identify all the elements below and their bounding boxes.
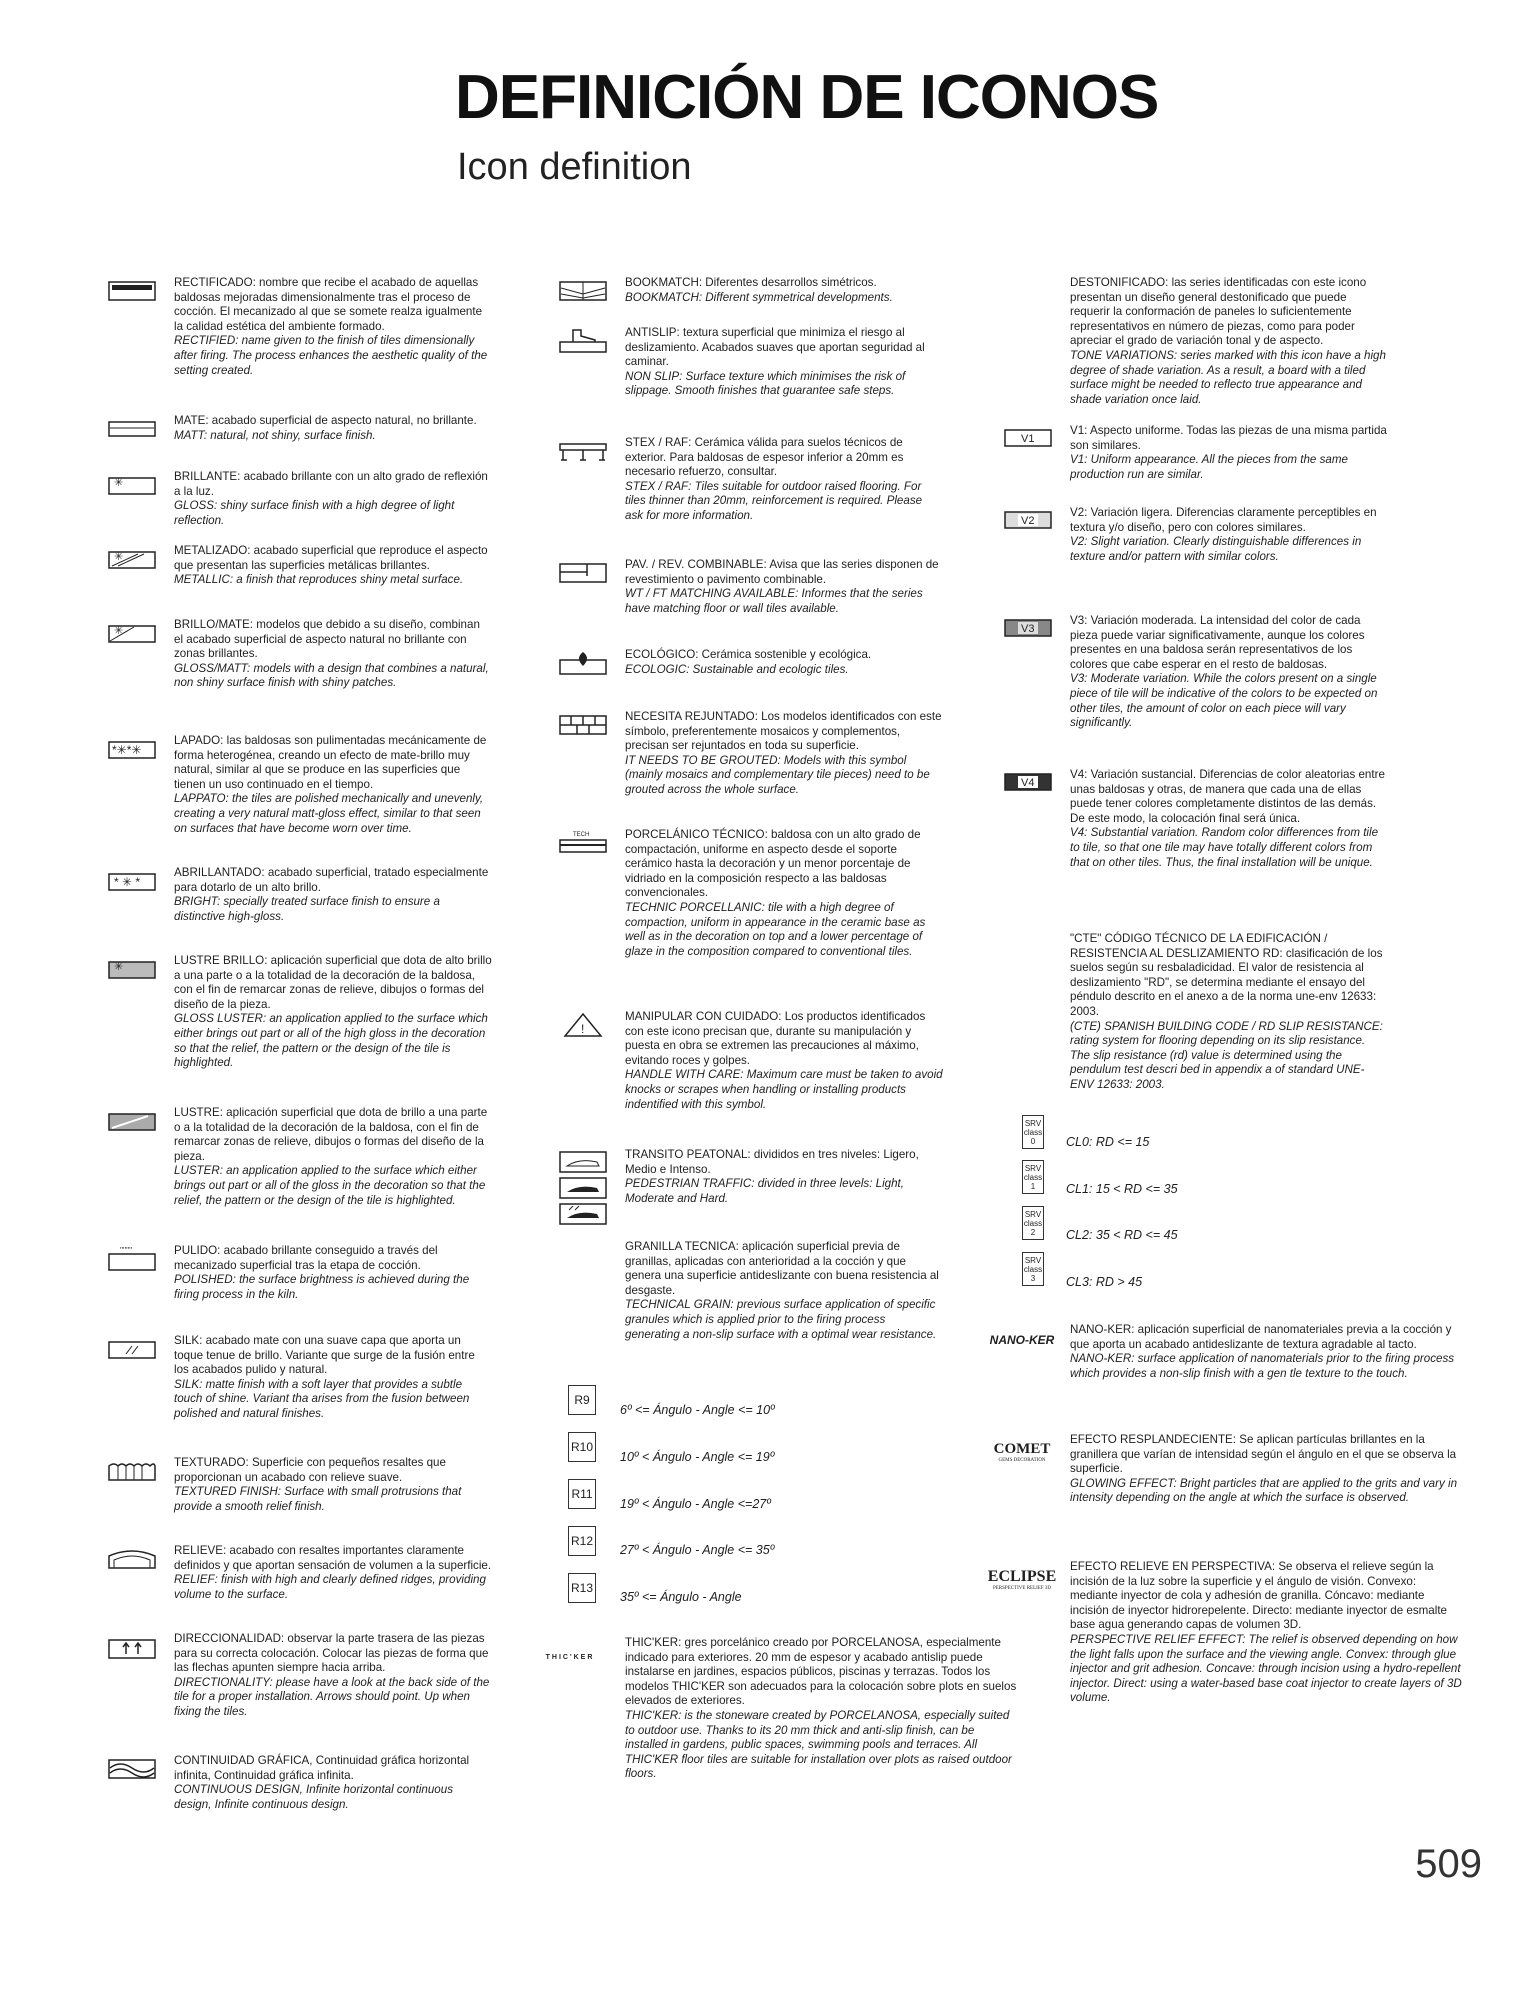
eclipse-logo: ECLIPSE PERSPECTIVE RELIEF 3D <box>987 1568 1057 1591</box>
gloss-icon <box>108 472 156 498</box>
cl3-text: CL3: RD > 45 <box>1066 1275 1143 1289</box>
bookmatch-icon <box>559 278 607 304</box>
gloss-entry: ✳ BRILLANTE: acabado brillante con un alto grado de reflexión a la luz. GLOSS: shiny surface finish with a high degree of light reflection. <box>100 470 492 544</box>
technical-grain-entry: GRANILLA TECNICA: aplicación superficial previa de granillas, aplicadas con anterioridad a la cocción y que genera una superficie antideslizante con buena resistencia al desgaste. TECHNICAL GRAIN: previous surface application of specific granules which is applied prior to the firing process generating a non-slip surface with a optimal wear resistance. <box>625 1240 939 1341</box>
stex-icon <box>559 438 607 464</box>
r9-text: 6º <= Ángulo - Angle <= 10º <box>620 1403 775 1417</box>
tech-entry: TECH PORCELÁNICO TÉCNICO: baldosa con un alto grado de compactación, uniforme en aspecto desde el soporte cerámico hasta la decoración y un menor porcentaje de vidriado en la composición respecto a las baldosas convencionales. TECHNIC PORCELLANIC: tile with a high degree of compaction, uniform in appearance in the ceramic base as well as in the decoration on top and a lower percentage of glaze in the composition compared to conventional tiles. <box>551 828 943 1010</box>
bright-icon <box>108 868 156 894</box>
stex-entry: STEX / RAF: Cerámica válida para suelos técnicos de exterior. Para baldosas de espesor inferior a 20mm es necesario refuerzo, consultar. STEX / RAF: Tiles suitable for outdoor raised flooring. For tiles thinner than 20mm, reinforcement is required. Please ask for more information. <box>551 436 943 558</box>
nanoker-logo: NANO-KER <box>989 1333 1055 1347</box>
srv-class-3-icon: SRV class 3 <box>1022 1252 1044 1286</box>
luster-icon <box>108 1108 156 1134</box>
svg-text:* ✳ *: * ✳ * <box>114 875 141 889</box>
column-2 <box>551 276 943 1358</box>
column-1 <box>100 276 492 1814</box>
continuous-design-entry: CONTINUIDAD GRÁFICA, Continuidad gráfica horizontal infinita, Continuidad gráfica infinita. CONTINUOUS DESIGN, Infinite horizontal continuous design, Infinite continuous design. <box>100 1754 492 1814</box>
v1-entry: V1 V1: Aspecto uniforme. Todas las piezas de una misma partida son similares. V1: Uniform appearance. All the pieces from the same production run are similar. <box>996 424 1388 506</box>
svg-text:V3: V3 <box>1021 623 1035 635</box>
directionality-icon <box>108 1634 156 1660</box>
rectified-icon <box>108 278 156 304</box>
r12-text: 27º < Ángulo - Angle <= 35º <box>620 1543 775 1557</box>
matt-entry: MATE: acabado superficial de aspecto natural, no brillante. MATT: natural, not shiny, surface finish. <box>100 414 492 470</box>
gloss-luster-icon <box>108 956 156 982</box>
gloss-luster-entry: ✳ LUSTRE BRILLO: aplicación superficial que dota de alto brillo a una parte o a la totalidad de la decoración de la baldosa, con el fin de remarcar zonas de relieve, dibujos o formas del diseño de la pieza. GLOSS LUSTER: an application applied to the surface which either brings out part or all of the high gloss in the decoration so that the relief, the pattern or the design of the tile is highlighted. <box>100 954 492 1106</box>
textured-entry: TEXTURADO: Superficie con pequeños resaltes que proporcionan un acabado con relieve suave. TEXTURED FINISH: Surface with small protrusions that provide a smooth relief finish. <box>100 1456 492 1544</box>
tech-icon <box>559 830 607 856</box>
pedestrian-traffic-icon <box>559 1150 607 1228</box>
column-3 <box>996 276 1388 1092</box>
page-number: 509 <box>1415 1842 1482 1886</box>
srv-class-0-icon: SRV class 0 <box>1022 1115 1044 1149</box>
svg-text:V1: V1 <box>1021 433 1035 445</box>
textured-icon <box>108 1458 156 1484</box>
v2-entry: V2 V2: Variación ligera. Diferencias claramente perceptibles en textura y/o diseño, pero con colores similares. V2: Slight variation. Clearly distinguishable differences in texture and/or pattern with similar colors. <box>996 506 1388 614</box>
r12-badge: R12 <box>568 1526 596 1556</box>
comet-entry: EFECTO RESPLANDECIENTE: Se aplican partículas brillantes en la granillera que varían de intensidad según el ángulo en el que se observa la superficie. GLOWING EFFECT: Bright particles that are applied to the grits and vary in intensity depending on the angle at which the surface is observed. <box>1070 1433 1458 1505</box>
eclipse-entry: EFECTO RELIEVE EN PERSPECTIVA: Se observa el relieve según la incisión de la luz sobre la superficie y el ángulo de visión. Convexo: mediante inyector de cola y adhesión de granilla. Cóncavo: mediante incisión de inyector hidrorepelente. Directo: mediante inyector de esmalte base agua generando capas de volumen 3D. PERSPECTIVE RELIEF EFFECT: The relief is observed depending on how the light falls upon the surface and the viewing angle. Convex: through glue injector and grit adhesion. Concave: through incision using a hydro-repellent injector. Direct: using a water-based base coat injector to create layers of 3D volume. <box>1070 1560 1462 1705</box>
comet-logo: COMET GEMS DECORATION <box>993 1441 1051 1463</box>
lappato-entry: *✳*✳ LAPADO: las baldosas son pulimentadas mecánicamente de forma heterogénea, creando un efecto de mate-brillo muy natural, similar al que se produce en las superficies que tienen un uso continuado en el tiempo. LAPPATO: the tiles are polished mechanically and unevenly, creating a very natural matt-gloss effect, similar to that seen on surfaces that have become worn over time. <box>100 734 492 866</box>
grout-entry: NECESITA REJUNTADO: Los modelos identificados con este símbolo, preferentemente mosaicos y complementos, precisan ser rejuntados en toda su superficie. IT NEEDS TO BE GROUTED: Models with this symbol (mainly mosaics and complementary tile pieces) need to be grouted across the whole surface. <box>551 710 943 828</box>
luster-entry: LUSTRE: aplicación superficial que dota de brillo a una parte o a la totalidad de la decoración de la baldosa, con el fin de remarcar zonas de relieve, dibujos o formas del diseño de la pieza. LUSTER: an application applied to the surface which either brings out part or all of the gloss in the decoration so that the relief, the pattern or the design of the tile is highlighted. <box>100 1106 492 1244</box>
nanoker-entry: NANO-KER: aplicación superficial de nanomateriales previa a la cocción y que aporta un acabado antideslizante de textura agradable al tacto. NANO-KER: surface application of nanomaterials prior to the firing process which provides a non-slip finish with a gen tle texture to the touch. <box>1070 1323 1455 1380</box>
v3-entry: V3 V3: Variación moderada. La intensidad del color de cada pieza puede variar significativamente, aunque los colores presentes en una baldosa serán representativos de los colores que cabe esperar en el resto de baldosas. V3: Moderate variation. While the colors present on a single piece of tile will be indicative of the colors to be expected on other tiles, the amount of color on each piece will vary significantly. <box>996 614 1388 768</box>
polished-entry: '''''''' PULIDO: acabado brillante conseguido a través del mecanizado superficial tras la etapa de cocción. POLISHED: the surface brightness is achieved during the firing process in the kiln. <box>100 1244 492 1334</box>
page-subtitle: Icon definition <box>457 146 692 188</box>
cl1-text: CL1: 15 < RD <= 35 <box>1066 1182 1178 1196</box>
thicker-logo: THIC'KER <box>545 1654 595 1661</box>
warning-entry: ! MANIPULAR CON CUIDADO: Los productos identificados con este icono precisan que, durante su manipulación y puesta en obra se extremen las precauciones al máximo, evitando roces y golpes. HANDLE WITH CARE: Maximum care must be taken to avoid knocks or scrapes when handling or installing products indentified with this symbol. <box>551 1010 943 1148</box>
gloss-matt-icon <box>108 620 156 646</box>
svg-text:V2: V2 <box>1021 515 1035 527</box>
v4-entry: V4 V4: Variación sustancial. Diferencias de color aleatorias entre unas baldosas y otras, de manera que cada una de ellas puede tener colores completamente distintos de las demás. De este modo, la colocación final será única. V4: Substantial variation. Random color differences from tile to tile, so that one tile may have totally different colors from that on other tiles. Thus, the final installation will be unique. <box>996 768 1388 932</box>
pedestrian-traffic-entry: TRANSITO PEATONAL: divididos en tres niveles: Ligero, Medio e Intenso. PEDESTRIAN TRAFFIC: divided in three levels: Light, Moderate and Hard. <box>551 1148 943 1240</box>
v4-icon <box>1004 770 1052 796</box>
ecologic-icon <box>559 650 607 676</box>
tone-variation-entry: DESTONIFICADO: las series identificadas con este icono presentan un diseño general destonificado que puede requerir la conformación de paneles lo suficientemente representativos en número de piezas, como para poder apreciar el grado de variación tonal y de aspecto. TONE VARIATIONS: series marked with this icon have a high degree of shade variation. As a result, a board with a tiled surface might be needed to reflecto true appearance and shade variation once laid. <box>1070 276 1386 406</box>
v3-icon <box>1004 616 1052 642</box>
svg-text:✳: ✳ <box>114 551 124 563</box>
metallic-entry: ✳ METALIZADO: acabado superficial que reproduce el aspecto que presentan las superficies metálicas brillantes. METALLIC: a finish that reproduces shiny metal surface. <box>100 544 492 618</box>
antislip-entry: ANTISLIP: textura superficial que minimiza el riesgo al deslizamiento. Acabados suaves que aportan seguridad al caminar. NON SLIP: Surface texture which minimises the risk of slippage. Smooth finishes that guarantee safe steps. <box>551 326 943 436</box>
bright-entry: * ✳ * ABRILLANTADO: acabado superficial, tratado especialmente para dotarlo de un alto brillo. BRIGHT: specially treated surface finish to ensure a distinctive high-gloss. <box>100 866 492 954</box>
cl2-text: CL2: 35 < RD <= 45 <box>1066 1228 1178 1242</box>
r10-badge: R10 <box>568 1432 596 1462</box>
thicker-entry: THIC'KER: gres porcelánico creado por PORCELANOSA, especialmente indicado para exteriores. 20 mm de espesor y acabado antislip puede instalarse en jardines, espacios públicos, piscinas y terrazas. Todos los modelos THIC'KER son adecuados para la colocación sobre plots en suelos elevados de exteriores. THIC'KER: is the stoneware created by PORCELANOSA, especially suited to outdoor use. Thanks to its 20 mm thick and anti-slip finish, can be installed in gardens, public spaces, swimming pools and terraces. All THIC'KER floor tiles are suitable for installation over plots as raised outdoor floors. <box>625 1636 1017 1781</box>
r11-badge: R11 <box>568 1479 596 1509</box>
r11-text: 19º < Ángulo - Angle <=27º <box>620 1497 771 1511</box>
v1-icon <box>1004 426 1052 452</box>
silk-entry: SILK: acabado mate con una suave capa que aporta un toque tenue de brillo. Variante que surge de la fusión entre los acabados pulido y natural. SILK: matte finish with a soft layer that provides a subtle touch of shine. Variant tha arises from the fusion between polished and natural finishes. <box>100 1334 492 1456</box>
bookmatch-entry: BOOKMATCH: Diferentes desarrollos simétricos. BOOKMATCH: Different symmetrical developments. <box>551 276 943 326</box>
svg-text:'''''''': '''''''' <box>120 1246 133 1255</box>
page-title: DEFINICIÓN DE ICONOS <box>455 63 1159 132</box>
svg-text:!: ! <box>581 1022 585 1036</box>
directionality-entry: DIRECCIONALIDAD: observar la parte trasera de las piezas para su correcta colocación. Colocar las piezas de forma que las flechas apunten siempre hacia arriba. DIRECTIONALITY: please have a look at the back side of the tile for a proper installation. Arrows should point. Up when fixing the tiles. <box>100 1632 492 1754</box>
cl0-text: CL0: RD <= 15 <box>1066 1135 1150 1149</box>
lappato-icon <box>108 736 156 762</box>
svg-text:TECH: TECH <box>573 832 590 838</box>
svg-text:*✳*✳: *✳*✳ <box>112 743 142 757</box>
r13-text: 35º <= Ángulo - Angle <box>620 1590 742 1604</box>
silk-icon <box>108 1336 156 1362</box>
grout-icon <box>559 712 607 738</box>
srv-class-1-icon: SRV class 1 <box>1022 1160 1044 1194</box>
v2-icon <box>1004 508 1052 534</box>
relief-icon <box>108 1546 156 1572</box>
cte-entry: "CTE" CÓDIGO TÉCNICO DE LA EDIFICACIÓN / RESISTENCIA AL DESLIZAMIENTO RD: clasificación de los suelos según su resbaladicidad. El valor de resistencia al deslizamiento "RD", se determina mediante el ensayo del péndulo descrito en el anexo a de la norma une-env 12633: 2003. (CTE) SPANISH BUILDING CODE / RD SLIP RESISTANCE: rating system for flooring depending on its slip resistance. The slip resistance (rd) value is determined using the pendulum test descri bed in appendix a of standard UNE-ENV 12633: 2003. <box>1070 932 1383 1091</box>
svg-text:V4: V4 <box>1021 777 1035 789</box>
continuous-design-icon <box>108 1756 156 1782</box>
warning-icon <box>559 1012 607 1038</box>
srv-class-2-icon: SRV class 2 <box>1022 1206 1044 1240</box>
svg-text:✳: ✳ <box>114 477 124 489</box>
metallic-icon <box>108 546 156 572</box>
rectified-entry: RECTIFICADO: nombre que recibe el acabado de aquellas baldosas mejoradas dimensionalmente tras el proceso de cocción. El mecanizado al que se somete realza igualmente la calidad estética del ambiente formado. RECTIFIED: name given to the finish of tiles dimensionally after firing. The process enhances the aesthetic quality of the setting created. <box>100 276 492 414</box>
r10-text: 10º < Ángulo - Angle <= 19º <box>620 1450 775 1464</box>
svg-text:✳: ✳ <box>114 961 124 973</box>
matt-icon <box>108 416 156 442</box>
antislip-icon <box>559 328 607 354</box>
combinable-entry: PAV. / REV. COMBINABLE: Avisa que las series disponen de revestimiento o pavimento combinable. WT / FT MATCHING AVAILABLE: Informes that the series have matching floor or wall tiles available. <box>551 558 943 648</box>
r13-badge: R13 <box>568 1573 596 1603</box>
svg-text:✳: ✳ <box>114 625 124 637</box>
r9-badge: R9 <box>568 1385 596 1415</box>
combinable-icon <box>559 560 607 586</box>
gloss-matt-entry: ✳ BRILLO/MATE: modelos que debido a su diseño, combinan el acabado superficial de aspecto natural no brillante con zonas brillantes. GLOSS/MATT: models with a design that combines a natural, non shiny surface finish with shiny patches. <box>100 618 492 734</box>
polished-icon <box>108 1246 156 1272</box>
relief-entry: RELIEVE: acabado con resaltes importantes claramente definidos y que aportan sensación de volumen a la superficie. RELIEF: finish with high and clearly defined ridges, providing volume to the surface. <box>100 1544 492 1632</box>
ecologic-entry: ECOLÓGICO: Cerámica sostenible y ecológica. ECOLOGIC: Sustainable and ecologic tiles. <box>551 648 943 710</box>
